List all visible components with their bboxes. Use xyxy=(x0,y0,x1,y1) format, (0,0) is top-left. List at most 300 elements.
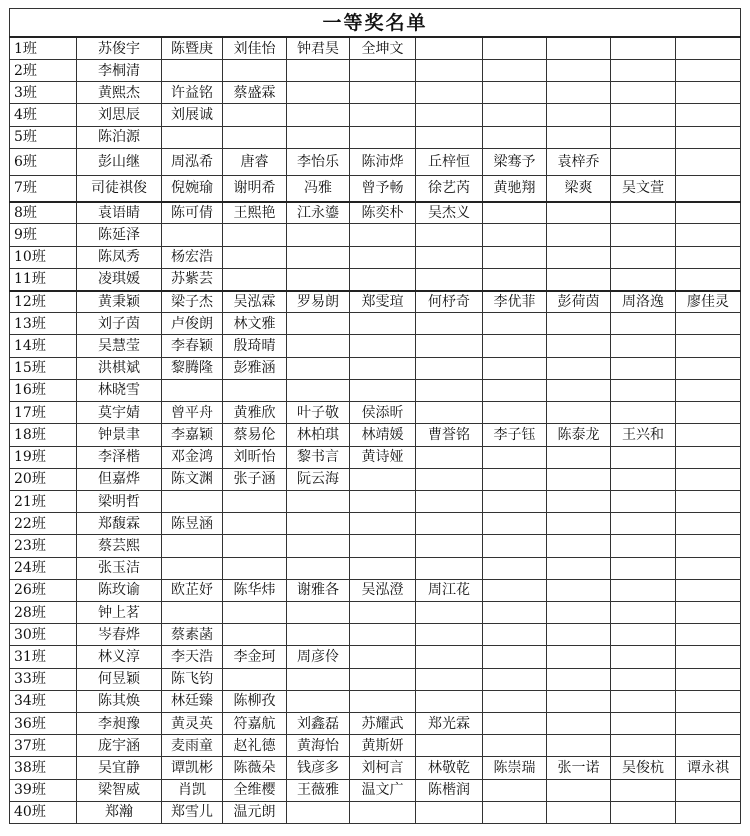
name-cell[interactable]: 黄斯妍 xyxy=(350,735,416,757)
name-cell[interactable] xyxy=(287,490,350,512)
name-cell[interactable]: 周江花 xyxy=(416,579,483,601)
name-cell[interactable]: 肖凯 xyxy=(162,779,223,801)
name-cell[interactable] xyxy=(611,402,676,424)
name-cell[interactable] xyxy=(416,735,483,757)
name-cell[interactable] xyxy=(611,104,676,126)
name-cell[interactable] xyxy=(483,104,547,126)
name-cell[interactable] xyxy=(676,468,741,490)
name-cell[interactable] xyxy=(416,402,483,424)
class-cell[interactable]: 14班 xyxy=(10,335,77,357)
name-cell[interactable] xyxy=(416,126,483,148)
name-cell[interactable]: 林晓雪 xyxy=(77,379,162,401)
name-cell[interactable] xyxy=(416,104,483,126)
name-cell[interactable] xyxy=(350,535,416,557)
name-cell[interactable] xyxy=(416,446,483,468)
name-cell[interactable]: 张子涵 xyxy=(223,468,287,490)
name-cell[interactable]: 陈沛烨 xyxy=(350,148,416,175)
name-cell[interactable] xyxy=(483,357,547,379)
name-cell[interactable] xyxy=(547,646,611,668)
name-cell[interactable]: 冯雅 xyxy=(287,175,350,202)
name-cell[interactable] xyxy=(547,224,611,246)
name-cell[interactable]: 杨宏浩 xyxy=(162,246,223,268)
name-cell[interactable]: 蔡盛霖 xyxy=(223,82,287,104)
name-cell[interactable] xyxy=(483,379,547,401)
name-cell[interactable] xyxy=(611,126,676,148)
name-cell[interactable] xyxy=(483,313,547,335)
name-cell[interactable]: 邓金鸿 xyxy=(162,446,223,468)
name-cell[interactable] xyxy=(611,513,676,535)
name-cell[interactable] xyxy=(287,82,350,104)
class-cell[interactable]: 34班 xyxy=(10,690,77,712)
name-cell[interactable] xyxy=(547,801,611,823)
name-cell[interactable] xyxy=(223,535,287,557)
name-cell[interactable] xyxy=(350,513,416,535)
class-cell[interactable]: 26班 xyxy=(10,579,77,601)
name-cell[interactable] xyxy=(287,335,350,357)
name-cell[interactable] xyxy=(611,779,676,801)
name-cell[interactable]: 陈崇瑞 xyxy=(483,757,547,779)
name-cell[interactable]: 李桐清 xyxy=(77,59,162,81)
name-cell[interactable]: 侯添昕 xyxy=(350,402,416,424)
name-cell[interactable] xyxy=(547,357,611,379)
name-cell[interactable] xyxy=(287,268,350,290)
name-cell[interactable]: 陈暨庚 xyxy=(162,37,223,59)
name-cell[interactable]: 罗易朗 xyxy=(287,291,350,313)
name-cell[interactable]: 李天浩 xyxy=(162,646,223,668)
name-cell[interactable]: 刘昕怡 xyxy=(223,446,287,468)
name-cell[interactable] xyxy=(547,712,611,734)
class-cell[interactable]: 37班 xyxy=(10,735,77,757)
name-cell[interactable] xyxy=(483,624,547,646)
name-cell[interactable] xyxy=(611,624,676,646)
class-cell[interactable]: 1班 xyxy=(10,37,77,59)
name-cell[interactable]: 陈文渊 xyxy=(162,468,223,490)
name-cell[interactable] xyxy=(287,126,350,148)
class-cell[interactable]: 5班 xyxy=(10,126,77,148)
name-cell[interactable]: 温元朗 xyxy=(223,801,287,823)
name-cell[interactable] xyxy=(350,646,416,668)
name-cell[interactable]: 周泓希 xyxy=(162,148,223,175)
name-cell[interactable] xyxy=(350,690,416,712)
class-cell[interactable]: 31班 xyxy=(10,646,77,668)
name-cell[interactable]: 郑瀚 xyxy=(77,801,162,823)
name-cell[interactable] xyxy=(547,624,611,646)
name-cell[interactable] xyxy=(416,624,483,646)
name-cell[interactable] xyxy=(547,579,611,601)
name-cell[interactable]: 林义淳 xyxy=(77,646,162,668)
name-cell[interactable] xyxy=(676,424,741,446)
name-cell[interactable]: 彭雅涵 xyxy=(223,357,287,379)
name-cell[interactable] xyxy=(676,690,741,712)
name-cell[interactable] xyxy=(287,690,350,712)
name-cell[interactable] xyxy=(223,224,287,246)
name-cell[interactable] xyxy=(483,468,547,490)
class-cell[interactable]: 38班 xyxy=(10,757,77,779)
class-cell[interactable]: 12班 xyxy=(10,291,77,313)
name-cell[interactable] xyxy=(611,801,676,823)
name-cell[interactable]: 蔡素菡 xyxy=(162,624,223,646)
name-cell[interactable] xyxy=(162,601,223,623)
name-cell[interactable] xyxy=(547,446,611,468)
name-cell[interactable]: 李泽楷 xyxy=(77,446,162,468)
name-cell[interactable]: 黄灵英 xyxy=(162,712,223,734)
name-cell[interactable]: 何杼奇 xyxy=(416,291,483,313)
name-cell[interactable]: 李怡乐 xyxy=(287,148,350,175)
name-cell[interactable] xyxy=(611,579,676,601)
name-cell[interactable] xyxy=(611,690,676,712)
name-cell[interactable] xyxy=(611,37,676,59)
name-cell[interactable] xyxy=(416,357,483,379)
name-cell[interactable] xyxy=(676,601,741,623)
name-cell[interactable] xyxy=(483,735,547,757)
class-cell[interactable]: 23班 xyxy=(10,535,77,557)
name-cell[interactable] xyxy=(350,246,416,268)
name-cell[interactable]: 钱彦多 xyxy=(287,757,350,779)
name-cell[interactable]: 但嘉烨 xyxy=(77,468,162,490)
class-cell[interactable]: 39班 xyxy=(10,779,77,801)
name-cell[interactable] xyxy=(676,313,741,335)
name-cell[interactable]: 郑光霖 xyxy=(416,712,483,734)
name-cell[interactable]: 叶子敬 xyxy=(287,402,350,424)
name-cell[interactable] xyxy=(611,468,676,490)
name-cell[interactable]: 曹誉铭 xyxy=(416,424,483,446)
name-cell[interactable] xyxy=(676,82,741,104)
name-cell[interactable]: 钟君昊 xyxy=(287,37,350,59)
name-cell[interactable] xyxy=(416,82,483,104)
name-cell[interactable] xyxy=(287,557,350,579)
name-cell[interactable]: 陈柳孜 xyxy=(223,690,287,712)
name-cell[interactable] xyxy=(350,268,416,290)
name-cell[interactable]: 吴杰义 xyxy=(416,202,483,224)
name-cell[interactable]: 曾予畅 xyxy=(350,175,416,202)
name-cell[interactable] xyxy=(611,246,676,268)
name-cell[interactable]: 司徒祺俊 xyxy=(77,175,162,202)
name-cell[interactable] xyxy=(350,126,416,148)
name-cell[interactable]: 苏紫芸 xyxy=(162,268,223,290)
name-cell[interactable] xyxy=(350,379,416,401)
name-cell[interactable] xyxy=(547,535,611,557)
name-cell[interactable] xyxy=(547,126,611,148)
name-cell[interactable] xyxy=(223,490,287,512)
name-cell[interactable] xyxy=(287,624,350,646)
name-cell[interactable] xyxy=(350,59,416,81)
name-cell[interactable] xyxy=(416,268,483,290)
name-cell[interactable] xyxy=(676,779,741,801)
name-cell[interactable]: 唐睿 xyxy=(223,148,287,175)
name-cell[interactable]: 陈泊源 xyxy=(77,126,162,148)
name-cell[interactable]: 梁明哲 xyxy=(77,490,162,512)
name-cell[interactable]: 钟上茗 xyxy=(77,601,162,623)
name-cell[interactable]: 符嘉航 xyxy=(223,712,287,734)
name-cell[interactable]: 王熙艳 xyxy=(223,202,287,224)
name-cell[interactable]: 陈玫谕 xyxy=(77,579,162,601)
name-cell[interactable] xyxy=(547,59,611,81)
name-cell[interactable] xyxy=(483,690,547,712)
name-cell[interactable]: 李金珂 xyxy=(223,646,287,668)
name-cell[interactable]: 黄雅欣 xyxy=(223,402,287,424)
name-cell[interactable] xyxy=(676,490,741,512)
name-cell[interactable] xyxy=(547,513,611,535)
name-cell[interactable] xyxy=(611,668,676,690)
name-cell[interactable] xyxy=(611,224,676,246)
name-cell[interactable] xyxy=(547,82,611,104)
name-cell[interactable] xyxy=(483,446,547,468)
name-cell[interactable]: 林文雅 xyxy=(223,313,287,335)
name-cell[interactable] xyxy=(611,335,676,357)
class-cell[interactable]: 11班 xyxy=(10,268,77,290)
class-cell[interactable]: 21班 xyxy=(10,490,77,512)
name-cell[interactable]: 梁骞予 xyxy=(483,148,547,175)
name-cell[interactable] xyxy=(611,379,676,401)
name-cell[interactable] xyxy=(611,557,676,579)
name-cell[interactable] xyxy=(676,148,741,175)
name-cell[interactable]: 林廷臻 xyxy=(162,690,223,712)
name-cell[interactable]: 黄海怡 xyxy=(287,735,350,757)
name-cell[interactable]: 麦雨童 xyxy=(162,735,223,757)
name-cell[interactable]: 黄驰翔 xyxy=(483,175,547,202)
name-cell[interactable] xyxy=(416,224,483,246)
name-cell[interactable] xyxy=(287,357,350,379)
name-cell[interactable] xyxy=(287,224,350,246)
name-cell[interactable] xyxy=(350,335,416,357)
name-cell[interactable] xyxy=(611,446,676,468)
name-cell[interactable] xyxy=(483,37,547,59)
name-cell[interactable]: 陈楷润 xyxy=(416,779,483,801)
name-cell[interactable]: 蔡芸熙 xyxy=(77,535,162,557)
name-cell[interactable] xyxy=(547,779,611,801)
name-cell[interactable] xyxy=(611,712,676,734)
name-cell[interactable]: 阮云海 xyxy=(287,468,350,490)
name-cell[interactable]: 庞宇涵 xyxy=(77,735,162,757)
name-cell[interactable] xyxy=(676,579,741,601)
name-cell[interactable] xyxy=(416,668,483,690)
name-cell[interactable]: 许益铭 xyxy=(162,82,223,104)
name-cell[interactable] xyxy=(483,579,547,601)
name-cell[interactable] xyxy=(547,246,611,268)
name-cell[interactable] xyxy=(547,379,611,401)
name-cell[interactable] xyxy=(676,246,741,268)
name-cell[interactable] xyxy=(547,402,611,424)
class-cell[interactable]: 40班 xyxy=(10,801,77,823)
name-cell[interactable] xyxy=(223,624,287,646)
name-cell[interactable]: 陈昱涵 xyxy=(162,513,223,535)
name-cell[interactable] xyxy=(483,202,547,224)
name-cell[interactable] xyxy=(483,82,547,104)
name-cell[interactable] xyxy=(611,490,676,512)
name-cell[interactable] xyxy=(287,246,350,268)
name-cell[interactable]: 林靖媛 xyxy=(350,424,416,446)
name-cell[interactable] xyxy=(223,379,287,401)
name-cell[interactable] xyxy=(162,490,223,512)
name-cell[interactable]: 周洛逸 xyxy=(611,291,676,313)
name-cell[interactable]: 吴宜静 xyxy=(77,757,162,779)
name-cell[interactable] xyxy=(547,104,611,126)
name-cell[interactable] xyxy=(676,712,741,734)
name-cell[interactable] xyxy=(676,175,741,202)
name-cell[interactable] xyxy=(547,557,611,579)
class-cell[interactable]: 13班 xyxy=(10,313,77,335)
class-cell[interactable]: 20班 xyxy=(10,468,77,490)
class-cell[interactable]: 9班 xyxy=(10,224,77,246)
name-cell[interactable] xyxy=(676,668,741,690)
name-cell[interactable] xyxy=(416,246,483,268)
name-cell[interactable] xyxy=(223,668,287,690)
name-cell[interactable] xyxy=(287,59,350,81)
name-cell[interactable]: 徐艺芮 xyxy=(416,175,483,202)
name-cell[interactable]: 陈凤秀 xyxy=(77,246,162,268)
name-cell[interactable]: 廖佳灵 xyxy=(676,291,741,313)
name-cell[interactable]: 郑馥霖 xyxy=(77,513,162,535)
name-cell[interactable]: 曾平舟 xyxy=(162,402,223,424)
name-cell[interactable]: 梁爽 xyxy=(547,175,611,202)
class-cell[interactable]: 30班 xyxy=(10,624,77,646)
name-cell[interactable] xyxy=(416,690,483,712)
name-cell[interactable] xyxy=(676,224,741,246)
name-cell[interactable] xyxy=(287,379,350,401)
class-cell[interactable]: 33班 xyxy=(10,668,77,690)
name-cell[interactable] xyxy=(350,468,416,490)
name-cell[interactable] xyxy=(416,490,483,512)
name-cell[interactable]: 黎书言 xyxy=(287,446,350,468)
class-cell[interactable]: 10班 xyxy=(10,246,77,268)
name-cell[interactable]: 倪婉瑜 xyxy=(162,175,223,202)
name-cell[interactable] xyxy=(162,557,223,579)
name-cell[interactable] xyxy=(483,601,547,623)
name-cell[interactable] xyxy=(287,104,350,126)
sheet-title[interactable]: 一等奖名单 xyxy=(10,9,741,38)
name-cell[interactable] xyxy=(676,446,741,468)
name-cell[interactable] xyxy=(287,535,350,557)
name-cell[interactable] xyxy=(611,646,676,668)
name-cell[interactable] xyxy=(416,379,483,401)
name-cell[interactable]: 谭永祺 xyxy=(676,757,741,779)
name-cell[interactable] xyxy=(350,624,416,646)
name-cell[interactable] xyxy=(162,224,223,246)
name-cell[interactable] xyxy=(350,224,416,246)
name-cell[interactable]: 岑春烨 xyxy=(77,624,162,646)
name-cell[interactable]: 张一诺 xyxy=(547,757,611,779)
name-cell[interactable] xyxy=(547,268,611,290)
name-cell[interactable]: 陈泰龙 xyxy=(547,424,611,446)
name-cell[interactable]: 谢明希 xyxy=(223,175,287,202)
name-cell[interactable] xyxy=(483,646,547,668)
name-cell[interactable]: 李嘉颖 xyxy=(162,424,223,446)
name-cell[interactable] xyxy=(350,490,416,512)
name-cell[interactable] xyxy=(483,268,547,290)
name-cell[interactable] xyxy=(416,468,483,490)
class-cell[interactable]: 8班 xyxy=(10,202,77,224)
name-cell[interactable] xyxy=(483,246,547,268)
name-cell[interactable]: 吴慧莹 xyxy=(77,335,162,357)
name-cell[interactable]: 刘展诚 xyxy=(162,104,223,126)
name-cell[interactable] xyxy=(676,202,741,224)
name-cell[interactable]: 王兴和 xyxy=(611,424,676,446)
name-cell[interactable] xyxy=(611,268,676,290)
name-cell[interactable] xyxy=(223,59,287,81)
name-cell[interactable]: 刘佳怡 xyxy=(223,37,287,59)
name-cell[interactable] xyxy=(223,268,287,290)
name-cell[interactable]: 黄熙杰 xyxy=(77,82,162,104)
name-cell[interactable] xyxy=(547,601,611,623)
name-cell[interactable] xyxy=(483,557,547,579)
name-cell[interactable] xyxy=(162,59,223,81)
name-cell[interactable] xyxy=(223,104,287,126)
class-cell[interactable]: 3班 xyxy=(10,82,77,104)
name-cell[interactable] xyxy=(287,668,350,690)
name-cell[interactable] xyxy=(223,557,287,579)
name-cell[interactable]: 苏俊宇 xyxy=(77,37,162,59)
name-cell[interactable]: 李子钰 xyxy=(483,424,547,446)
name-cell[interactable]: 莫宇婧 xyxy=(77,402,162,424)
name-cell[interactable] xyxy=(350,801,416,823)
name-cell[interactable] xyxy=(416,513,483,535)
name-cell[interactable]: 王薇雅 xyxy=(287,779,350,801)
name-cell[interactable] xyxy=(483,126,547,148)
name-cell[interactable]: 谢雅各 xyxy=(287,579,350,601)
name-cell[interactable]: 梁智威 xyxy=(77,779,162,801)
class-cell[interactable]: 24班 xyxy=(10,557,77,579)
name-cell[interactable] xyxy=(350,313,416,335)
name-cell[interactable]: 全坤文 xyxy=(350,37,416,59)
name-cell[interactable]: 江永鎏 xyxy=(287,202,350,224)
name-cell[interactable]: 周彦伶 xyxy=(287,646,350,668)
name-cell[interactable] xyxy=(350,82,416,104)
name-cell[interactable]: 赵礼德 xyxy=(223,735,287,757)
class-cell[interactable]: 19班 xyxy=(10,446,77,468)
name-cell[interactable] xyxy=(547,468,611,490)
name-cell[interactable] xyxy=(676,801,741,823)
name-cell[interactable] xyxy=(483,779,547,801)
name-cell[interactable] xyxy=(416,801,483,823)
name-cell[interactable]: 洪棋斌 xyxy=(77,357,162,379)
name-cell[interactable]: 郑雯瑄 xyxy=(350,291,416,313)
name-cell[interactable]: 吴泓霖 xyxy=(223,291,287,313)
name-cell[interactable] xyxy=(611,735,676,757)
name-cell[interactable] xyxy=(287,601,350,623)
name-cell[interactable]: 林敬乾 xyxy=(416,757,483,779)
name-cell[interactable]: 梁子杰 xyxy=(162,291,223,313)
name-cell[interactable]: 袁梓乔 xyxy=(547,148,611,175)
name-cell[interactable] xyxy=(676,646,741,668)
name-cell[interactable]: 苏耀武 xyxy=(350,712,416,734)
name-cell[interactable] xyxy=(350,557,416,579)
name-cell[interactable]: 郑雪儿 xyxy=(162,801,223,823)
name-cell[interactable] xyxy=(350,668,416,690)
name-cell[interactable] xyxy=(676,513,741,535)
name-cell[interactable]: 蔡易伦 xyxy=(223,424,287,446)
name-cell[interactable]: 陈其焕 xyxy=(77,690,162,712)
name-cell[interactable] xyxy=(483,801,547,823)
name-cell[interactable] xyxy=(162,535,223,557)
name-cell[interactable]: 陈奕朴 xyxy=(350,202,416,224)
name-cell[interactable] xyxy=(676,402,741,424)
name-cell[interactable] xyxy=(547,690,611,712)
name-cell[interactable] xyxy=(416,313,483,335)
name-cell[interactable] xyxy=(611,202,676,224)
name-cell[interactable] xyxy=(350,357,416,379)
name-cell[interactable] xyxy=(547,313,611,335)
name-cell[interactable] xyxy=(676,59,741,81)
name-cell[interactable] xyxy=(350,104,416,126)
name-cell[interactable]: 张玉洁 xyxy=(77,557,162,579)
name-cell[interactable] xyxy=(611,82,676,104)
name-cell[interactable]: 卢俊朗 xyxy=(162,313,223,335)
name-cell[interactable]: 欧芷妤 xyxy=(162,579,223,601)
name-cell[interactable]: 陈薇朵 xyxy=(223,757,287,779)
name-cell[interactable] xyxy=(676,335,741,357)
name-cell[interactable]: 彭荷茵 xyxy=(547,291,611,313)
name-cell[interactable] xyxy=(547,37,611,59)
